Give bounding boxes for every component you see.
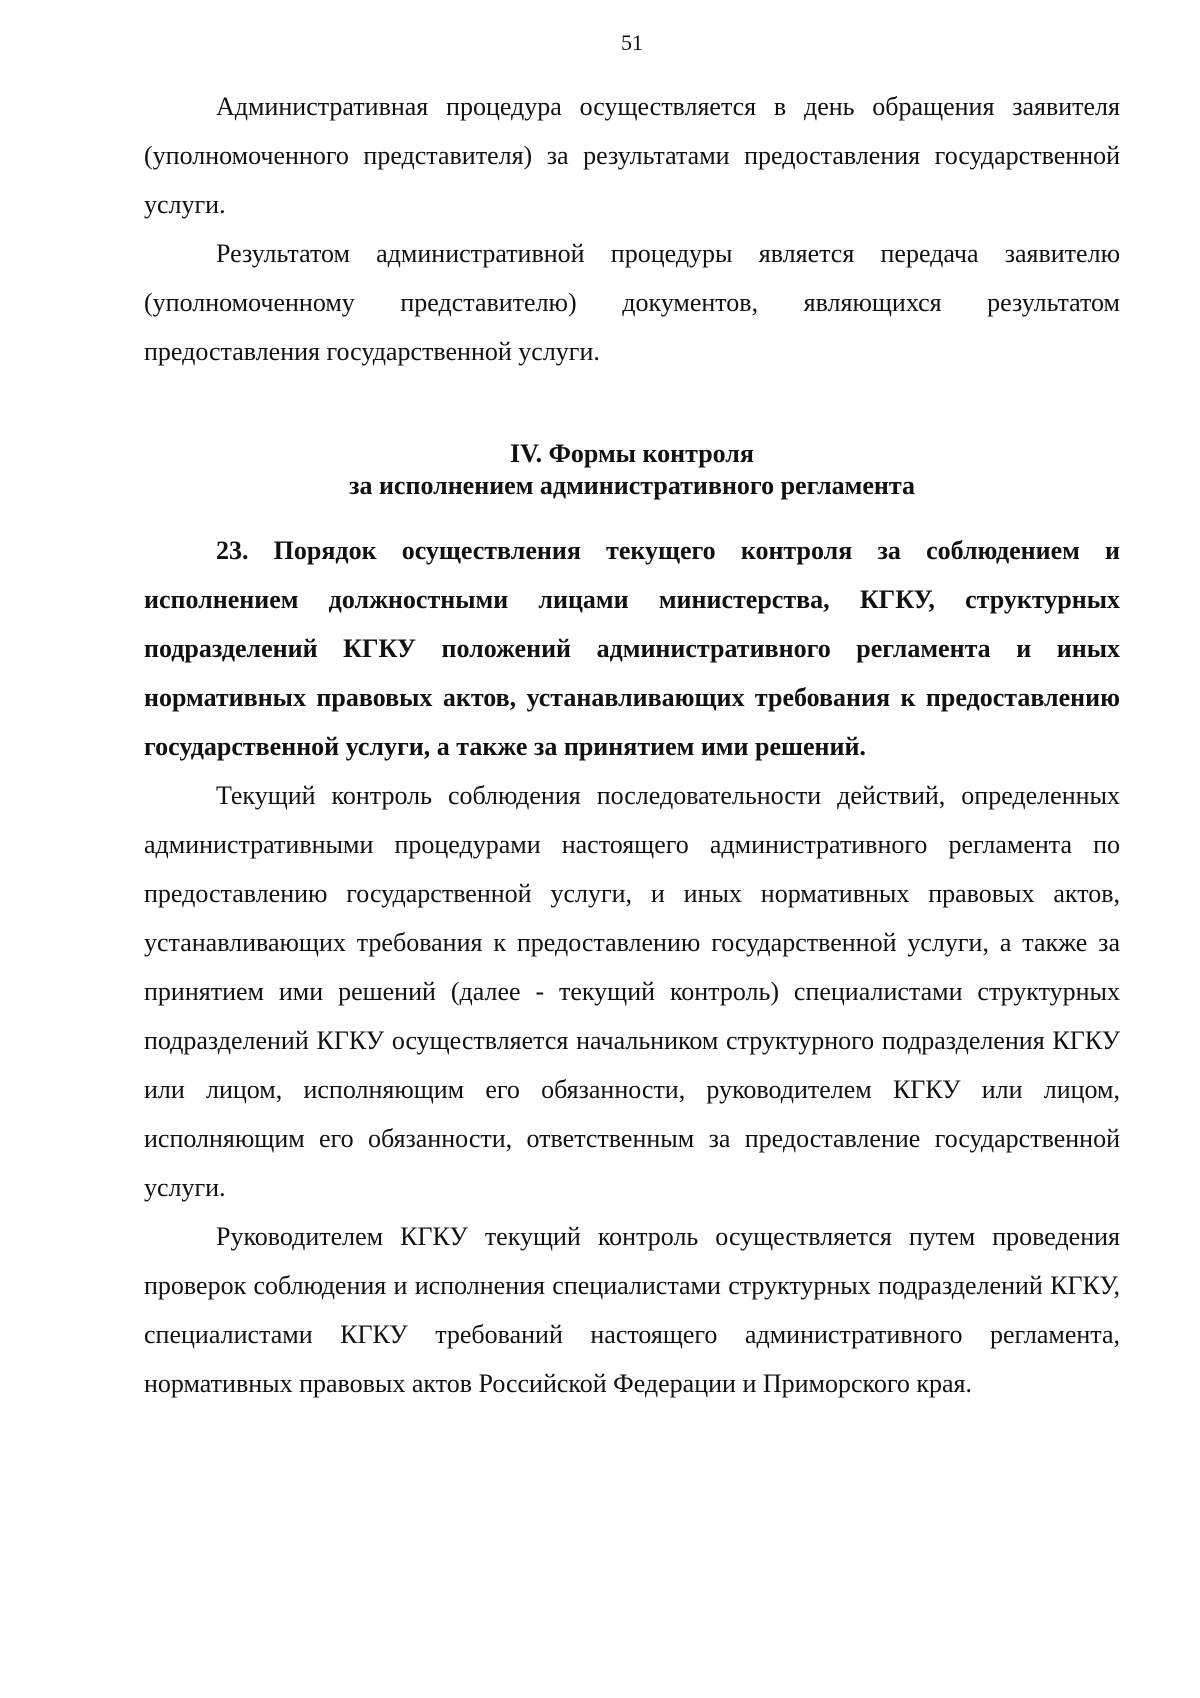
- paragraph-procedure-result: Результатом административной процедуры является передача заявителю (уполномоченному представителю) документов, являющихся результатом предоставления государственной услуги.: [144, 239, 1120, 366]
- paragraph-procedure-day: Административная процедура осуществляется в день обращения заявителя (уполномоченного представителя) за результатами предоставления государственной услуги.: [144, 92, 1120, 219]
- paragraph-current-control: Текущий контроль соблюдения последовательности действий, определенных административными процедурами настоящего административного регламента по предоставлению государственной услуги, и иных нормативных правовых актов, устанавливающих требования к предоставлению государственной услуги, а также за принятием ими решений (далее - текущий контроль) специалистами структурных подразделений КГКУ осуществляется начальником структурного подразделения КГКУ или лицом, исполняющим его обязанности, руководителем КГКУ или лицом, исполняющим его обязанности, ответственным за предоставление государственной услуги.: [144, 781, 1120, 1202]
- subsection-heading-23: 23. Порядок осуществления текущего контроля за соблюдением и исполнением должностными лицами министерства, КГКУ, структурных подразделений КГКУ положений административного регламента и иных нормативных правовых актов, устанавливающих требования к предоставлению государственной услуги, а также за принятием ими решений.: [144, 536, 1120, 761]
- paragraph-head-control: Руководителем КГКУ текущий контроль осуществляется путем проведения проверок соблюдения и исполнения специалистами структурных подразделений КГКУ, специалистами КГКУ требований настоящего административного регламента, нормативных правовых актов Российской Федерации и Приморского края.: [144, 1222, 1120, 1398]
- section-heading-line-2: за исполнением административного регламента: [349, 471, 915, 500]
- section-heading-line-1: IV. Формы контроля: [510, 439, 754, 468]
- page-number: 51: [621, 30, 643, 55]
- document-body: [144, 82, 1120, 1408]
- section-heading: [144, 438, 1120, 502]
